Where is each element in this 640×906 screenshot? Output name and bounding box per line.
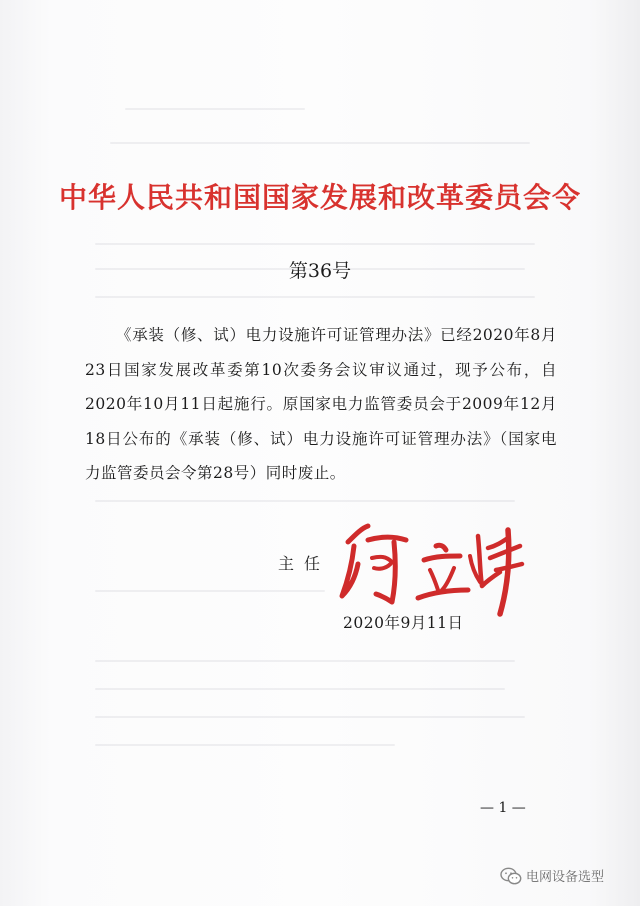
signing-date: 2020年9月11日 [343, 614, 464, 632]
show-through-text [95, 716, 525, 718]
show-through-text [125, 108, 305, 110]
body-paragraph: 《承装（修、试）电力设施许可证管理办法》已经2020年8月23日国家发展改革委第10次委务会议审议通过，现予公布，自2020年10月11日起施行。原国家电力监管委员会于2009年12月18日公布的《承装（修、试）电力设施许可证管理办法》（国家电力监管委员会令第28号）同时废止。 [85, 326, 557, 482]
show-through-text [95, 243, 535, 245]
show-through-text [95, 660, 515, 662]
show-through-text [110, 142, 530, 144]
show-through-text [95, 500, 515, 502]
show-through-text [95, 688, 505, 690]
handwritten-signature [330, 516, 530, 620]
document-title: 中华人民共和国国家发展和改革委员会令 [58, 181, 581, 214]
show-through-text [95, 296, 535, 298]
signer-title: 主任 [278, 554, 331, 573]
show-through-text [95, 590, 325, 592]
watermark-text: 电网设备选型 [526, 870, 605, 885]
wechat-icon [500, 867, 522, 885]
order-number: 第36号 [288, 260, 352, 282]
watermark [500, 866, 604, 885]
show-through-text [95, 744, 395, 746]
page-number: — 1 — [480, 800, 526, 816]
